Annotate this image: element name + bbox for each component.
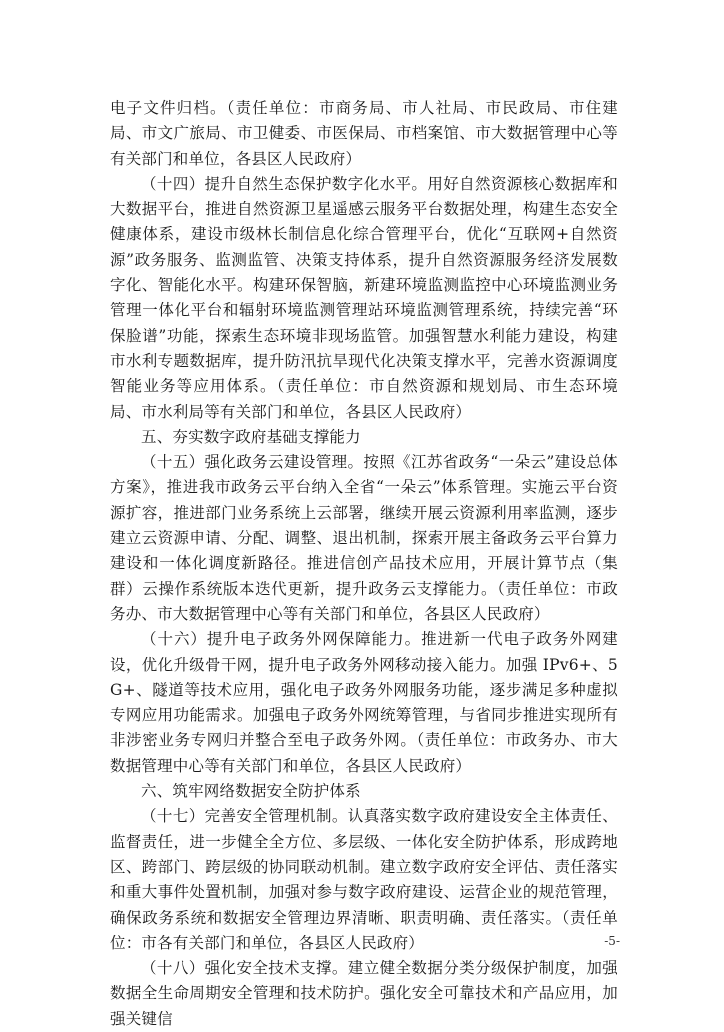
- page-number: -5-: [604, 934, 620, 948]
- document-body: [110, 96, 618, 1032]
- section-heading-5: 五、夯实数字政府基础支撑能力: [141, 427, 361, 446]
- paragraph-item-18: （十八）强化安全技术支撑。建立健全数据分类分级保护制度，加强数据全生命周期安全管理和技术防护。强化安全可靠技术和产品应用，加强关键信: [110, 959, 618, 1028]
- paragraph-continuation: 电子文件归档。（责任单位：市商务局、市人社局、市民政局、市住建局、市文广旅局、市卫健委、市医保局、市档案馆、市大数据管理中心等有关部门和单位，各县区人民政府）: [110, 99, 618, 168]
- paragraph-item-16: （十六）提升电子政务外网保障能力。推进新一代电子政务外网建设，优化升级骨干网，提升电子政务外网移动接入能力。加强 IPv6+、5G+、隧道等技术应用，强化电子政务外网服务功能，逐步满足多种虚拟专网应用功能需求。加强电子政务外网统筹管理，与省同步推进实现所有非涉密业务专网归并整合至电子政务外网。（责任单位：市政务办、市大数据管理中心等有关部门和单位，各县区人民政府）: [110, 630, 618, 775]
- section-heading-6: 六、筑牢网络数据安全防护体系: [141, 782, 361, 801]
- paragraph-item-15: （十五）强化政务云建设管理。按照《江苏省政务“一朵云”建设总体方案》，推进我市政务云平台纳入全省“一朵云”体系管理。实施云平台资源扩容，推进部门业务系统上云部署，继续开展云资源利用率监测，逐步建立云资源申请、分配、调整、退出机制，探索开展主备政务云平台算力建设和一体化调度新路径。推进信创产品技术应用，开展计算节点（集群）云操作系统版本迭代更新，提升政务云支撑能力。（责任单位：市政务办、市大数据管理中心等有关部门和单位，各县区人民政府）: [110, 453, 618, 623]
- paragraph-item-14: （十四）提升自然生态保护数字化水平。用好自然资源核心数据库和大数据平台，推进自然资源卫星遥感云服务平台数据处理，构建生态安全健康体系，建设市级林长制信息化综合管理平台，优化“互联网+自然资源”政务服务、监测监管、决策支持体系，提升自然资源服务经济发展数字化、智能化水平。构建环保智脑，新建环境监测监控中心环境监测业务管理一体化平台和辐射环境监测管理站环境监测管理系统，持续完善“环保脸谱”功能，探索生态环境非现场监管。加强智慧水利能力建设，构建市水利专题数据库，提升防汛抗旱现代化决策支撑水平，完善水资源调度智能业务等应用体系。（责任单位：市自然资源和规划局、市生态环境局、市水利局等有关部门和单位，各县区人民政府）: [110, 174, 618, 421]
- paragraph-item-17: （十七）完善安全管理机制。认真落实数字政府建设安全主体责任、监督责任，进一步健全全方位、多层级、一体化安全防护体系，形成跨地区、跨部门、跨层级的协同联动机制。建立数字政府安全评估、责任落实和重大事件处置机制，加强对参与数字政府建设、运营企业的规范管理，确保政务系统和数据安全管理边界清晰、职责明确、责任落实。（责任单位：市各有关部门和单位，各县区人民政府）: [110, 807, 618, 952]
